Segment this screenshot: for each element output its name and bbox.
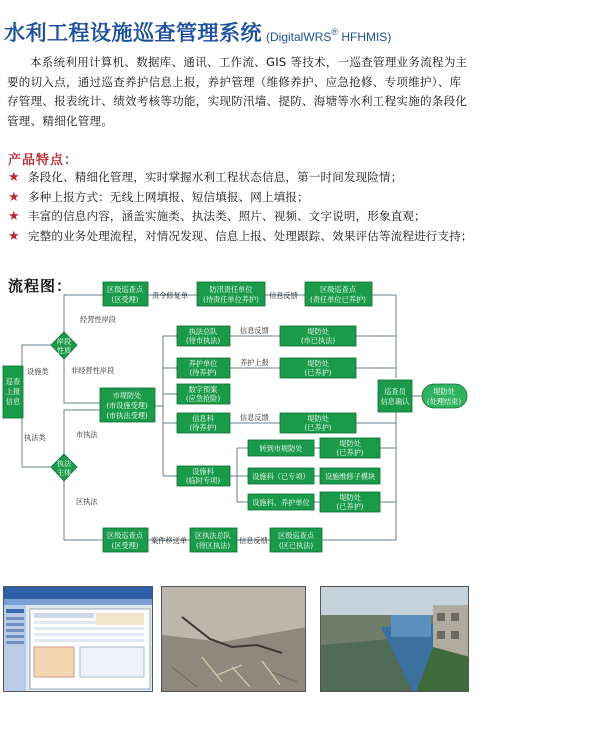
feature-item [8, 188, 478, 208]
box-text: 区级巡查点 [107, 531, 143, 540]
box-text: (责任单位已养护) [310, 295, 366, 304]
edge-label: 责令修复单 [152, 291, 188, 300]
feature-text: 条段化、精细化管理，实时掌握水利工程状态信息，第一时间发现险情； [28, 170, 403, 184]
box-text: (区受理) [111, 541, 139, 550]
box-text: 转到市规防处 [259, 444, 303, 453]
box-text: 堤防处 [339, 439, 361, 448]
flow-bottom-b1 [103, 528, 148, 552]
box-text: (待区执法) [195, 541, 231, 550]
box-text: (待养护) [189, 368, 217, 377]
wall-photo [161, 586, 306, 692]
flow-top-b1 [103, 282, 148, 306]
box-text: (待责任单位养护) [203, 295, 259, 304]
box-text: (已养护) [336, 448, 364, 457]
title-sub [266, 27, 391, 44]
star-icon: ★ [8, 228, 20, 244]
software-screen-image [4, 587, 153, 692]
registered-mark: ® [331, 27, 338, 37]
flow-r2b [280, 358, 356, 378]
flow-bottom-b2 [190, 528, 237, 552]
edge-label: 信息反馈 [240, 413, 269, 422]
box-text: (已养护) [304, 368, 332, 377]
features-list [8, 168, 478, 246]
flow-r4 [177, 413, 230, 433]
flow-bottom-b3 [270, 528, 322, 552]
feature-item [8, 227, 478, 247]
river-photo [320, 586, 469, 692]
flow-s2b [320, 468, 380, 484]
box-text: 设施科、养护单位 [252, 498, 310, 507]
box-text: 执法总队 [188, 327, 218, 336]
edge-label: 经营性岸段 [80, 315, 116, 324]
box-text: (市已执法) [300, 336, 336, 345]
edge-label: 养护上报 [240, 358, 269, 367]
flow-r3 [177, 384, 230, 404]
box-text: (应急抢险) [185, 394, 221, 403]
flow-heading: 流程图： [8, 277, 73, 295]
decision-text: 主体 [56, 468, 72, 477]
star-icon: ★ [8, 170, 20, 185]
star-icon: ★ [8, 189, 20, 205]
box-text: 堤防处 [307, 327, 329, 336]
box-text: (处理结束) [426, 397, 462, 406]
box-text: (区已执法) [278, 541, 314, 550]
edge-label: 执法类 [24, 433, 46, 442]
box-text: 设施科 [192, 467, 214, 476]
damaged-wall-image [162, 587, 306, 692]
connector [380, 411, 396, 502]
edge-label: 设施类 [27, 367, 49, 376]
feature-text: 多种上报方式：无线上网填报、短信填报、网上填报； [28, 189, 309, 204]
flow-hub [100, 388, 155, 422]
flow-decision-shore [51, 332, 77, 359]
decision-text: 执法 [56, 459, 72, 468]
box-text: (待养护) [189, 423, 217, 432]
box-text: 堤防处 [307, 414, 329, 423]
box-text: 信息科 [192, 414, 214, 423]
flow-s3b [320, 492, 380, 512]
box-text: 堤防处 [307, 359, 329, 368]
box-text: 巡查员 [384, 387, 406, 396]
flow-r1 [177, 326, 230, 346]
river-embankment-image [321, 587, 469, 692]
box-text: (市设施受理) [106, 401, 148, 410]
connector [64, 481, 103, 540]
box-text: (已养护) [336, 502, 364, 511]
flow-s1 [248, 440, 314, 456]
flowchart [0, 270, 470, 570]
title-sub-prefix: (DigitalWRS [266, 30, 332, 44]
box-text: 信息确认 [380, 397, 410, 406]
box-text: (已养护) [304, 423, 332, 432]
edge-label: 信息反馈 [239, 536, 268, 545]
flow-start-line: 信息 [5, 397, 21, 406]
flow-start-box [3, 366, 23, 418]
title-sub-suffix: HFHMIS) [337, 30, 392, 44]
decision-text: 岸段 [56, 337, 72, 346]
edge-label: 案件移送单 [151, 536, 187, 545]
software-screenshot [3, 586, 153, 692]
box-text: (市执法受理) [106, 411, 148, 420]
flow-s2 [248, 468, 314, 484]
flow-top-b3 [305, 282, 372, 306]
flow-decision-law [51, 454, 77, 481]
box-text: (区受理) [111, 295, 139, 304]
box-text: 设施科（已专项） [252, 472, 310, 481]
edge-label: 市执法 [76, 430, 98, 439]
box-text: 数字预案 [188, 385, 218, 394]
flow-start-line: 上报 [5, 387, 21, 396]
edge-label: 信息反馈 [240, 326, 269, 335]
flow-r2 [177, 358, 230, 378]
box-text: 养护单位 [188, 359, 218, 368]
flow-s3 [248, 494, 314, 510]
box-text: 区级巡查点 [107, 285, 143, 294]
title-main: 水利工程设施巡查管理系统 [4, 21, 262, 45]
box-text: (待市执法) [185, 336, 221, 345]
flow-confirm [378, 380, 412, 412]
box-text: 设施维修子模块 [324, 472, 376, 481]
feature-text: 丰富的信息内容，涵盖实施类、执法类、照片、视频、文字说明，形象直观； [28, 209, 426, 223]
flow-r5 [177, 466, 230, 486]
connector [64, 295, 103, 332]
flow-s1b [320, 438, 380, 458]
edge-label: 区执法 [76, 497, 98, 506]
box-text: (临时专项) [185, 476, 221, 485]
star-icon: ★ [8, 209, 20, 224]
screenshot-strip [3, 586, 469, 692]
box-text: 防汛责任单位 [209, 285, 253, 294]
flow-r1b [280, 326, 356, 346]
edge-label: 非经营性岸段 [71, 366, 115, 375]
flow-top-b2 [197, 282, 265, 306]
page-title [4, 21, 391, 47]
edge-label: 信息反馈 [269, 291, 298, 300]
feature-item [8, 168, 478, 188]
box-text: 区级巡查点 [278, 531, 314, 540]
box-text: 市堤防处 [112, 391, 142, 400]
connector [356, 411, 396, 423]
box-text: 区级巡查点 [320, 285, 356, 294]
features-heading: 产品特点： [8, 153, 79, 168]
flow-start-line: 巡查 [5, 377, 21, 386]
feature-text: 完整的业务处理流程，对情况发现、信息上报、处理跟踪、效果评估等流程进行支持； [28, 228, 473, 243]
box-text: 区执法总队 [195, 531, 231, 540]
feature-item [8, 207, 478, 227]
flow-r4b [280, 413, 356, 433]
flow-end [422, 384, 467, 408]
box-text: 堤防处 [339, 493, 361, 502]
box-text: 堤防处 [433, 387, 455, 396]
decision-text: 性质 [56, 346, 72, 355]
intro-paragraph: 本系统利用计算机、数据库、通讯、工作流、GIS 等技术，一巡查管理业务流程为主要的切入点，通过巡查养护信息上报，养护管理（维修养护、应急抢修、专项维护）、库存管理、报表统计、绩效考核等功能，实现防汛墙、提防、海塘等水利工程实施的条段化管理、精细化管理。 [7, 55, 468, 128]
